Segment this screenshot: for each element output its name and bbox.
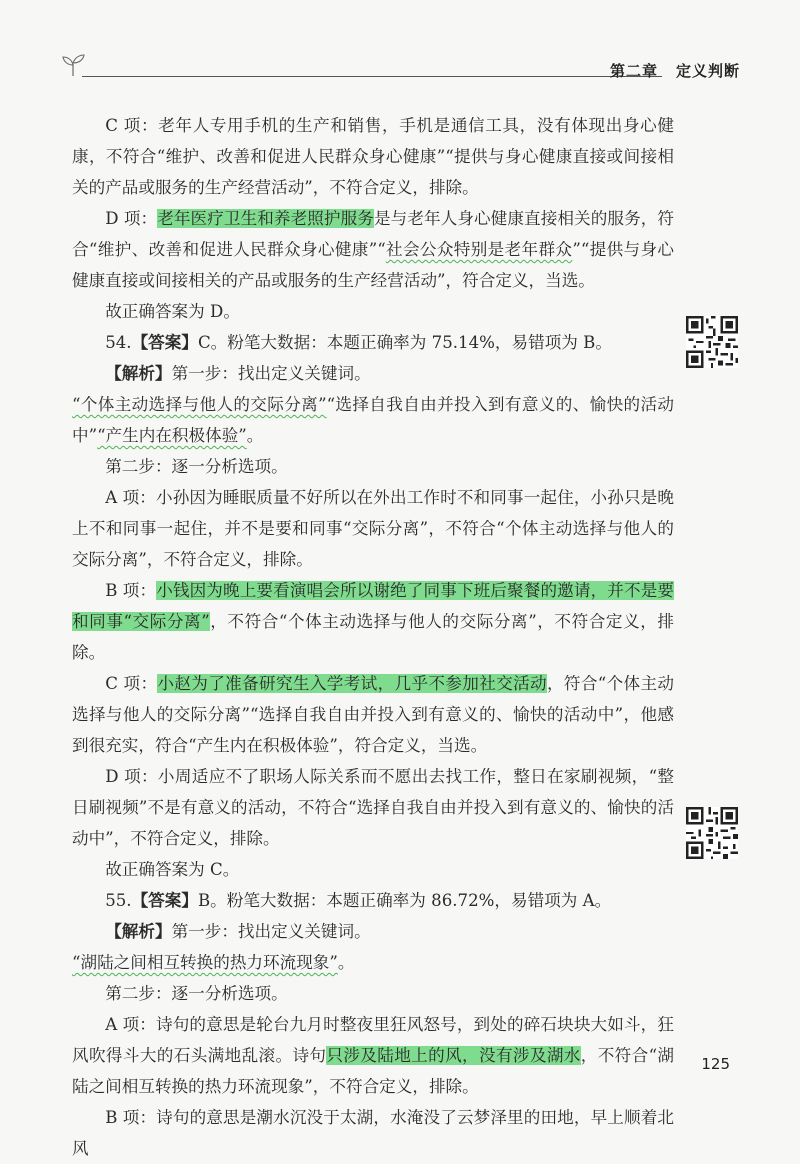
step-text: 第一步：找出定义关键词。 bbox=[171, 922, 371, 941]
option-label: B 项： bbox=[105, 581, 157, 600]
q54-option-b bbox=[72, 575, 674, 668]
analysis-tag: 【解析】 bbox=[105, 921, 172, 941]
paragraph-text: ”“提供与身心健康直接或间接相关的产品或服务的生产经营活动”，符合定义，当选。 bbox=[72, 240, 675, 290]
punctuation: 。 bbox=[246, 426, 264, 445]
answer-tag: 【答案】 bbox=[131, 890, 198, 910]
q54-option-a: A 项：小孙因为睡眠质量不好所以在外出工作时不和同事一起住，小孙只是晚上不和同事一起住，并不是要和同事“交际分离”，不符合“个体主动选择与他人的交际分离”，不符合定义，排除。 bbox=[72, 488, 674, 569]
paragraph-text: ，不符合“个体主动选择与他人的交际分离”，不符合定义，排除。 bbox=[72, 612, 674, 662]
paragraph-text: ，不符合“湖陆之间相互转换的热力环流现象”，不符合定义，排除。 bbox=[72, 1046, 675, 1096]
q55-option-b: B 项：诗句的意思是潮水沉没于太湖，水淹没了云梦泽里的田地，早上顺着北风 bbox=[72, 1108, 674, 1158]
wavy-underlined-phrase: “产生内在积极体验” bbox=[97, 426, 247, 445]
q55-keywords bbox=[72, 947, 674, 978]
question-number: 54. bbox=[105, 333, 132, 352]
wavy-underlined-phrase: “湖陆之间相互转换的热力环流现象” bbox=[72, 953, 338, 972]
q55-step2: 第二步：逐一分析选项。 bbox=[105, 984, 288, 1003]
question-number: 55. bbox=[105, 891, 132, 910]
page-body bbox=[72, 110, 674, 1164]
q55-analysis-line bbox=[72, 916, 674, 947]
answer-conclusion: 故正确答案为 D。 bbox=[105, 302, 240, 321]
qr-code-icon[interactable] bbox=[686, 807, 738, 859]
qr-code-icon[interactable] bbox=[686, 316, 738, 368]
page-header bbox=[60, 52, 740, 86]
answer-text: C。粉笔大数据：本题正确率为 75.14%，易错项为 B。 bbox=[197, 333, 612, 352]
option-label: C 项： bbox=[105, 674, 158, 693]
answer-tag: 【答案】 bbox=[131, 332, 198, 352]
q54-option-c bbox=[72, 668, 674, 761]
q55-answer-line bbox=[72, 885, 674, 916]
header-rule bbox=[82, 76, 662, 77]
highlighted-phrase: 小赵为了准备研究生入学考试，几乎不参加社交活动 bbox=[157, 674, 547, 693]
q54-keywords bbox=[72, 389, 674, 451]
chapter-label: 第二章 bbox=[609, 62, 658, 80]
highlighted-phrase: 小钱因为晚上要看演唱会所以谢绝了同事下班后聚餐的邀请，并不是要和同事“交际分离” bbox=[72, 581, 675, 631]
answer-text: B。粉笔大数据：本题正确率为 86.72%，易错项为 A。 bbox=[197, 891, 612, 910]
q54-analysis-line bbox=[72, 358, 674, 389]
chapter-title: 定义判断 bbox=[675, 62, 740, 80]
keyword-text: “选择自我自由并投入到有意义的、愉快的活动中” bbox=[72, 395, 674, 445]
chapter-heading bbox=[610, 60, 740, 81]
highlighted-phrase: 老年医疗卫生和养老照护服务 bbox=[157, 209, 374, 228]
option-d-paragraph bbox=[72, 203, 674, 296]
sprout-icon bbox=[60, 52, 86, 78]
q55-option-a bbox=[72, 1009, 674, 1102]
paragraph-text: 是与老年人身心健康直接相关的服务，符合“维护、改善和促进人民群众身心健康”“ bbox=[72, 209, 675, 259]
page-number: 125 bbox=[701, 1055, 730, 1073]
step-text: 第一步：找出定义关键词。 bbox=[171, 364, 371, 383]
q54-answer-line bbox=[72, 327, 674, 358]
paragraph-text: A 项：诗句的意思是轮台九月时整夜里狂风怒号，到处的碎石块块大如斗，狂风吹得斗大的石头满地乱滚。诗句 bbox=[72, 1015, 674, 1065]
q54-option-d: D 项：小周适应不了职场人际关系而不愿出去找工作，整日在家刷视频，“整日刷视频”不是有意义的活动，不符合“选择自我自由并投入到有意义的、愉快的活动中”，不符合定义，排除。 bbox=[72, 767, 674, 848]
option-c-paragraph: C 项：老年人专用手机的生产和销售，手机是通信工具，没有体现出身心健康，不符合“维护、改善和促进人民群众身心健康”“提供与身心健康直接或间接相关的产品或服务的生产经营活动”，不符合定义，排除。 bbox=[72, 116, 674, 197]
wavy-underlined-phrase: “个体主动选择与他人的交际分离” bbox=[72, 395, 327, 414]
q54-step2: 第二步：逐一分析选项。 bbox=[105, 457, 288, 476]
option-label: D 项： bbox=[105, 209, 158, 228]
wavy-underlined-phrase: 社会公众特别是老年群众 bbox=[385, 240, 573, 259]
paragraph-text: ，符合“个体主动选择与他人的交际分离”“选择自我自由并投入到有意义的、愉快的活动中”，他感到很充实，符合“产生内在积极体验”，符合定义，当选。 bbox=[72, 674, 674, 755]
q54-conclusion: 故正确答案为 C。 bbox=[105, 860, 240, 879]
highlighted-phrase: 只涉及陆地上的风，没有涉及湖水 bbox=[326, 1046, 581, 1065]
punctuation: 。 bbox=[337, 953, 355, 972]
analysis-tag: 【解析】 bbox=[105, 363, 172, 383]
